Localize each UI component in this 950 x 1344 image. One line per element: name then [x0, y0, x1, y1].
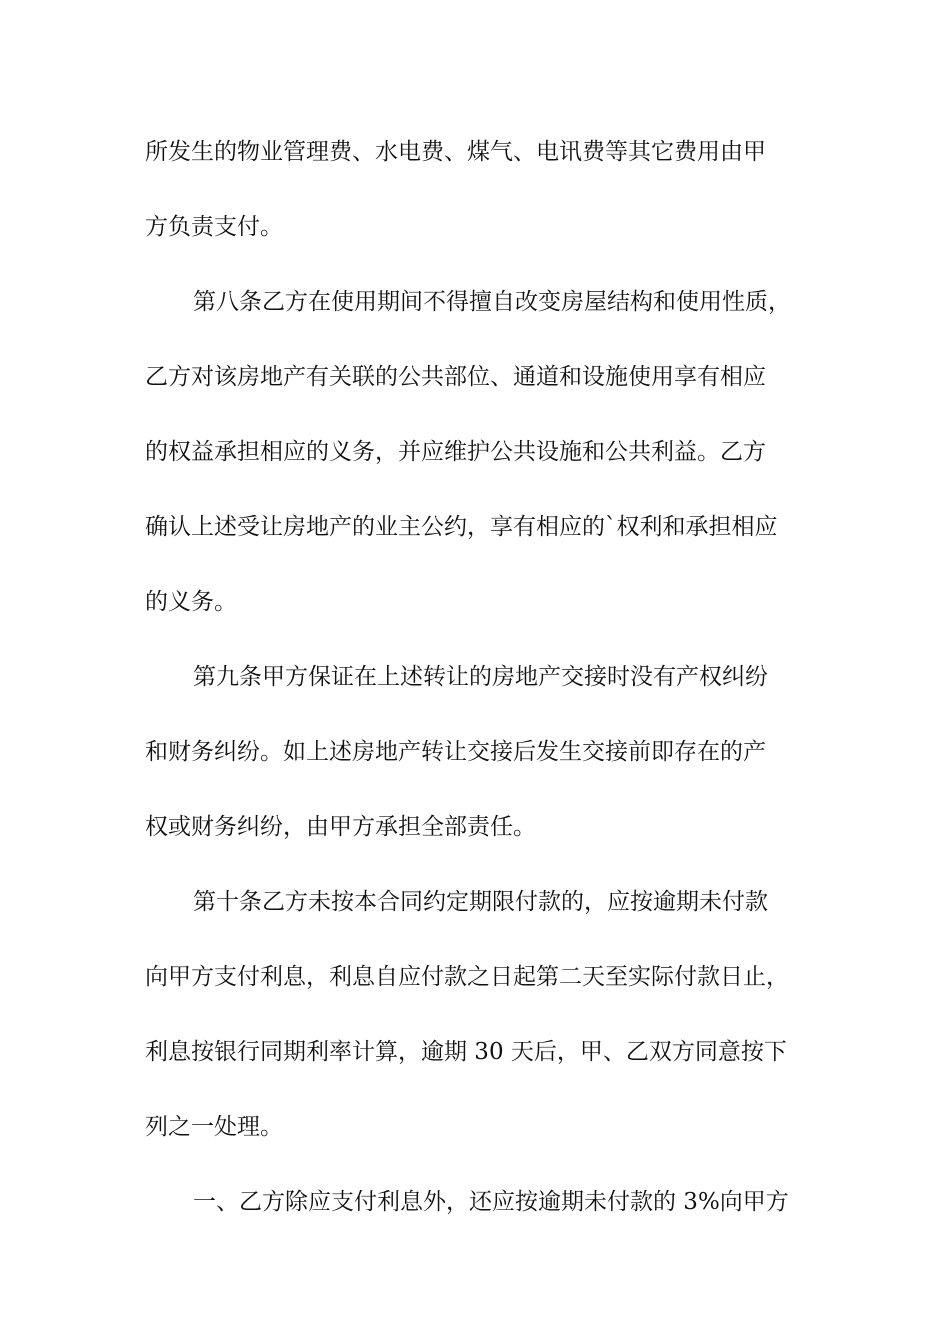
text-line: 方负责支付。 [145, 214, 283, 240]
paragraph-start-item-1: 一、乙方除应支付利息外，还应按逾期未付款的 3%向甲方 [193, 1189, 789, 1215]
text-line: 的权益承担相应的义务，并应维护公共设施和公共利益。乙方 [145, 439, 766, 465]
text-line: 的义务。 [145, 589, 237, 615]
text-line: 和财务纠纷。如上述房地产转让交接后发生交接前即存在的产 [145, 739, 766, 765]
text-line: 向甲方支付利息，利息自应付款之日起第二天至实际付款日止， [145, 964, 789, 990]
paragraph-start-article-10: 第十条乙方未按本合同约定期限付款的，应按逾期未付款 [193, 889, 768, 915]
paragraph-start-article-9: 第九条甲方保证在上述转让的房地产交接时没有产权纠纷 [193, 664, 768, 690]
text-line: 乙方对该房地产有关联的公共部位、通道和设施使用享有相应 [145, 364, 766, 390]
paragraph-start-article-8: 第八条乙方在使用期间不得擅自改变房屋结构和使用性质， [193, 289, 791, 315]
text-line: 权或财务纠纷，由甲方承担全部责任。 [145, 814, 536, 840]
text-line: 列之一处理。 [145, 1114, 283, 1140]
text-line: 利息按银行同期利率计算，逾期 30 天后，甲、乙双方同意按下 [145, 1039, 787, 1065]
text-line: 确认上述受让房地产的业主公约，享有相应的`权利和承担相应 [145, 514, 778, 540]
text-line: 所发生的物业管理费、水电费、煤气、电讯费等其它费用由甲 [145, 139, 766, 165]
